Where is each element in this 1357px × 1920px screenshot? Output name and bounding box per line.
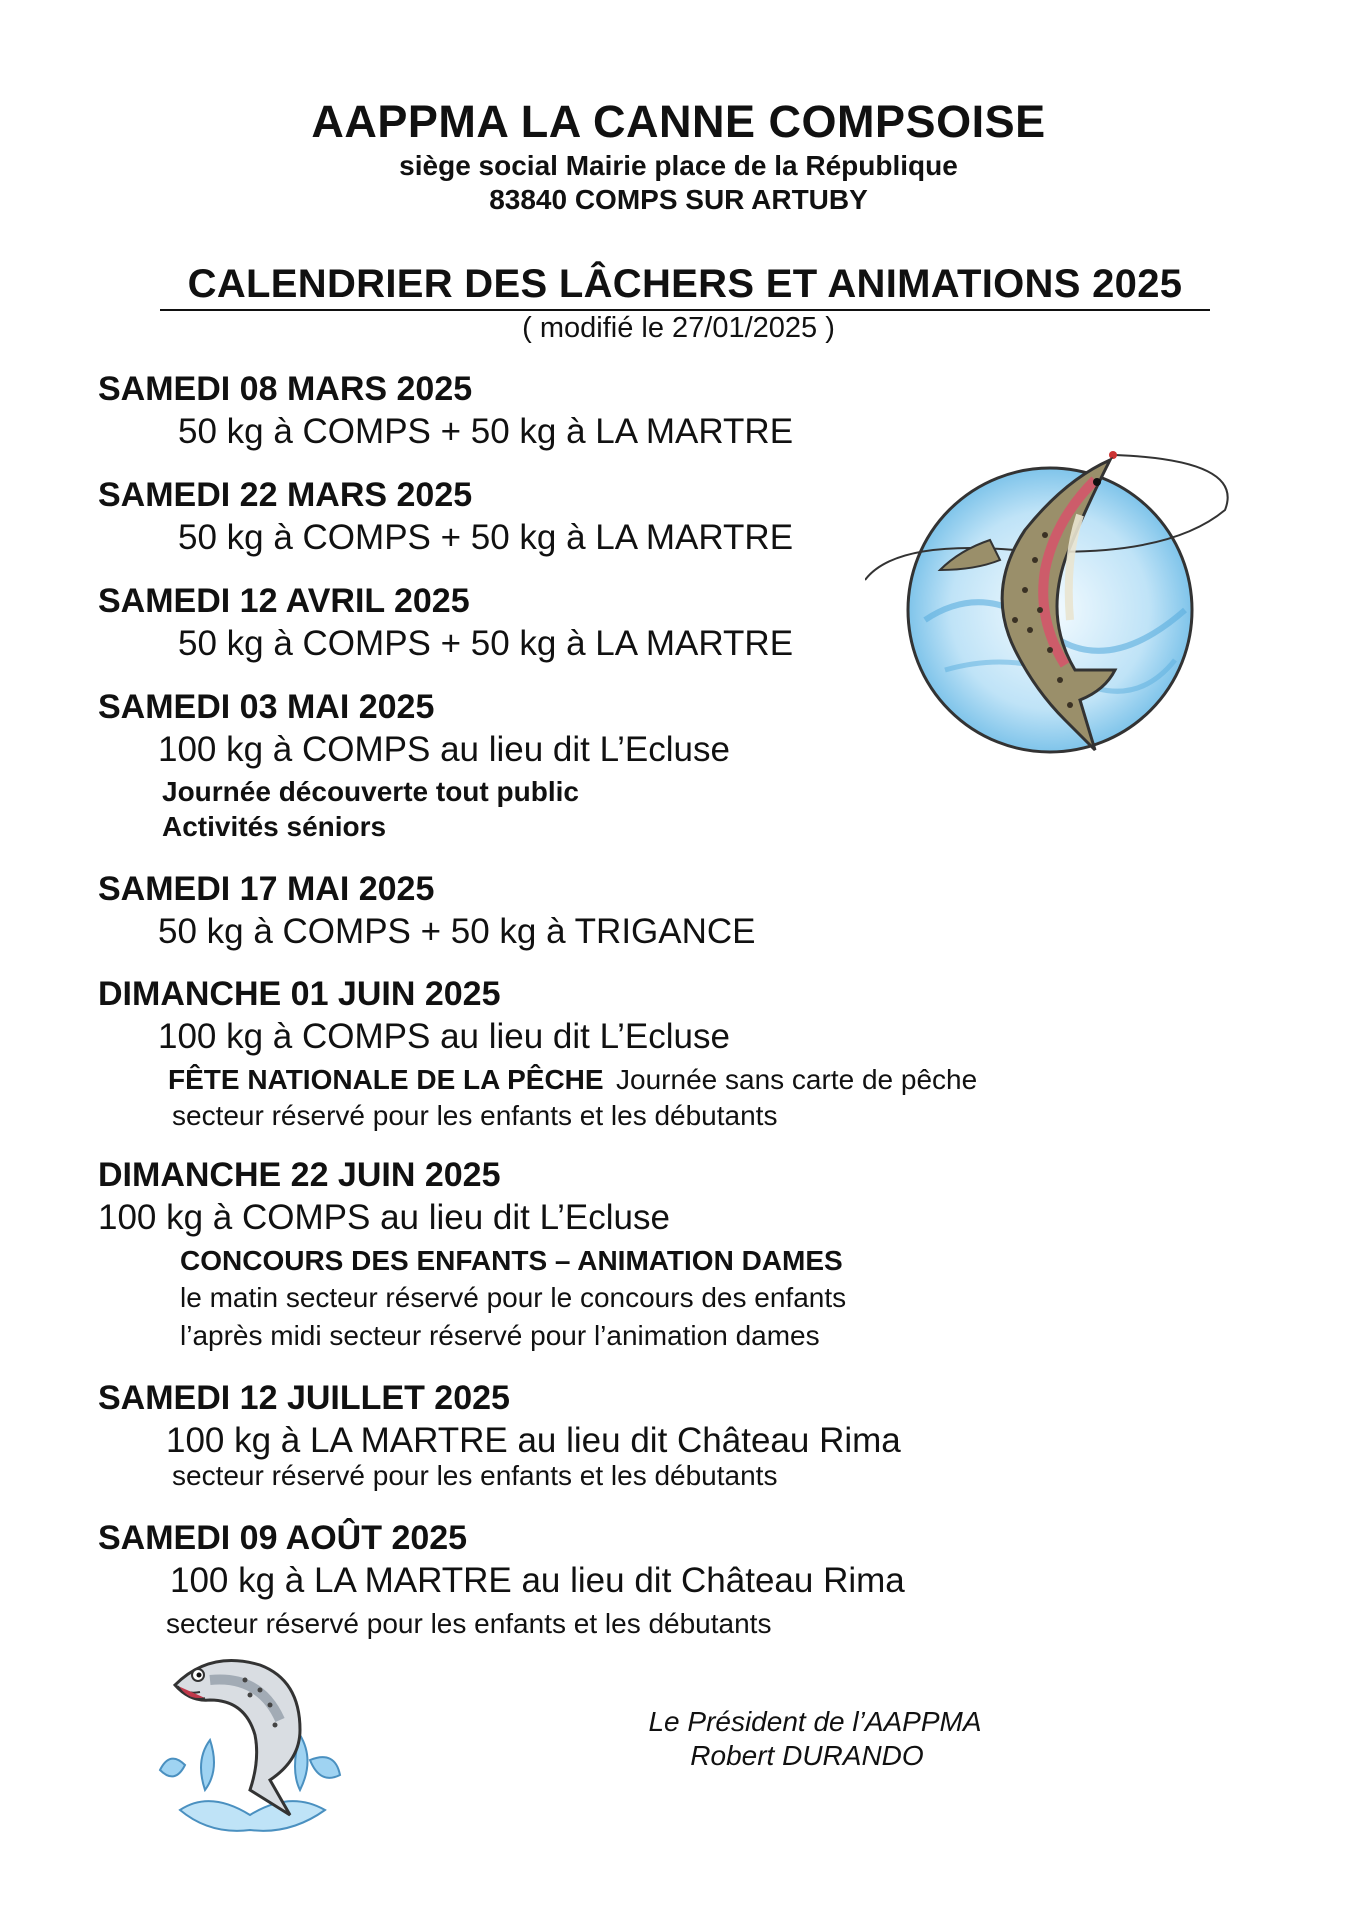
event-note: Journée découverte tout public [162, 776, 579, 807]
event-date: SAMEDI 08 MARS 2025 [98, 370, 473, 408]
event-note: secteur réservé pour les enfants et les débutants [166, 1608, 772, 1639]
event-highlight-suffix: Journée sans carte de pêche [616, 1064, 978, 1095]
jumping-salmon-icon [150, 1640, 350, 1840]
event-release: 50 kg à COMPS + 50 kg à LA MARTRE [178, 624, 794, 663]
event-note: l’après midi secteur réservé pour l’animation dames [180, 1320, 820, 1351]
event-release: 50 kg à COMPS + 50 kg à LA MARTRE [178, 412, 794, 451]
event-highlight: CONCOURS DES ENFANTS – ANIMATION DAMES [180, 1245, 843, 1276]
event-release: 100 kg à COMPS au lieu dit L’Ecluse [158, 730, 730, 769]
event-note: le matin secteur réservé pour le concours des enfants [180, 1282, 847, 1313]
event-release: 100 kg à LA MARTRE au lieu dit Château Rima [166, 1421, 901, 1460]
event-date: DIMANCHE 22 JUIN 2025 [98, 1156, 501, 1194]
event-highlight-row [168, 1064, 977, 1096]
jumping-trout-icon [865, 420, 1255, 760]
event-highlight: FÊTE NATIONALE DE LA PÊCHE [168, 1064, 604, 1095]
organization-title: AAPPMA LA CANNE COMPSOISE [311, 96, 1046, 147]
signature-role: Le Président de l’AAPPMA [648, 1706, 982, 1737]
event-note: secteur réservé pour les enfants et les débutants [172, 1460, 778, 1491]
calendar-title: CALENDRIER DES LÂCHERS ET ANIMATIONS 2025 [160, 262, 1210, 311]
event-date: SAMEDI 17 MAI 2025 [98, 870, 435, 908]
event-release: 50 kg à COMPS + 50 kg à LA MARTRE [178, 518, 794, 557]
event-note: secteur réservé pour les enfants et les débutants [172, 1100, 778, 1131]
event-date: SAMEDI 03 MAI 2025 [98, 688, 435, 726]
event-date: SAMEDI 12 JUILLET 2025 [98, 1379, 510, 1417]
signature-name: Robert DURANDO [690, 1740, 924, 1771]
event-date: SAMEDI 12 AVRIL 2025 [98, 582, 470, 620]
event-date: SAMEDI 09 AOÛT 2025 [98, 1519, 468, 1557]
event-date: SAMEDI 22 MARS 2025 [98, 476, 473, 514]
event-release: 100 kg à COMPS au lieu dit L’Ecluse [98, 1198, 670, 1237]
event-date: DIMANCHE 01 JUIN 2025 [98, 975, 501, 1013]
event-release: 100 kg à COMPS au lieu dit L’Ecluse [158, 1017, 730, 1056]
event-release: 50 kg à COMPS + 50 kg à TRIGANCE [158, 912, 756, 951]
event-release: 100 kg à LA MARTRE au lieu dit Château Rima [170, 1561, 905, 1600]
address-line-2: 83840 COMPS SUR ARTUBY [489, 184, 868, 215]
modified-date: ( modifié le 27/01/2025 ) [522, 312, 835, 344]
address-line-1: siège social Mairie place de la République [399, 150, 958, 181]
event-note: Activités séniors [162, 811, 387, 842]
